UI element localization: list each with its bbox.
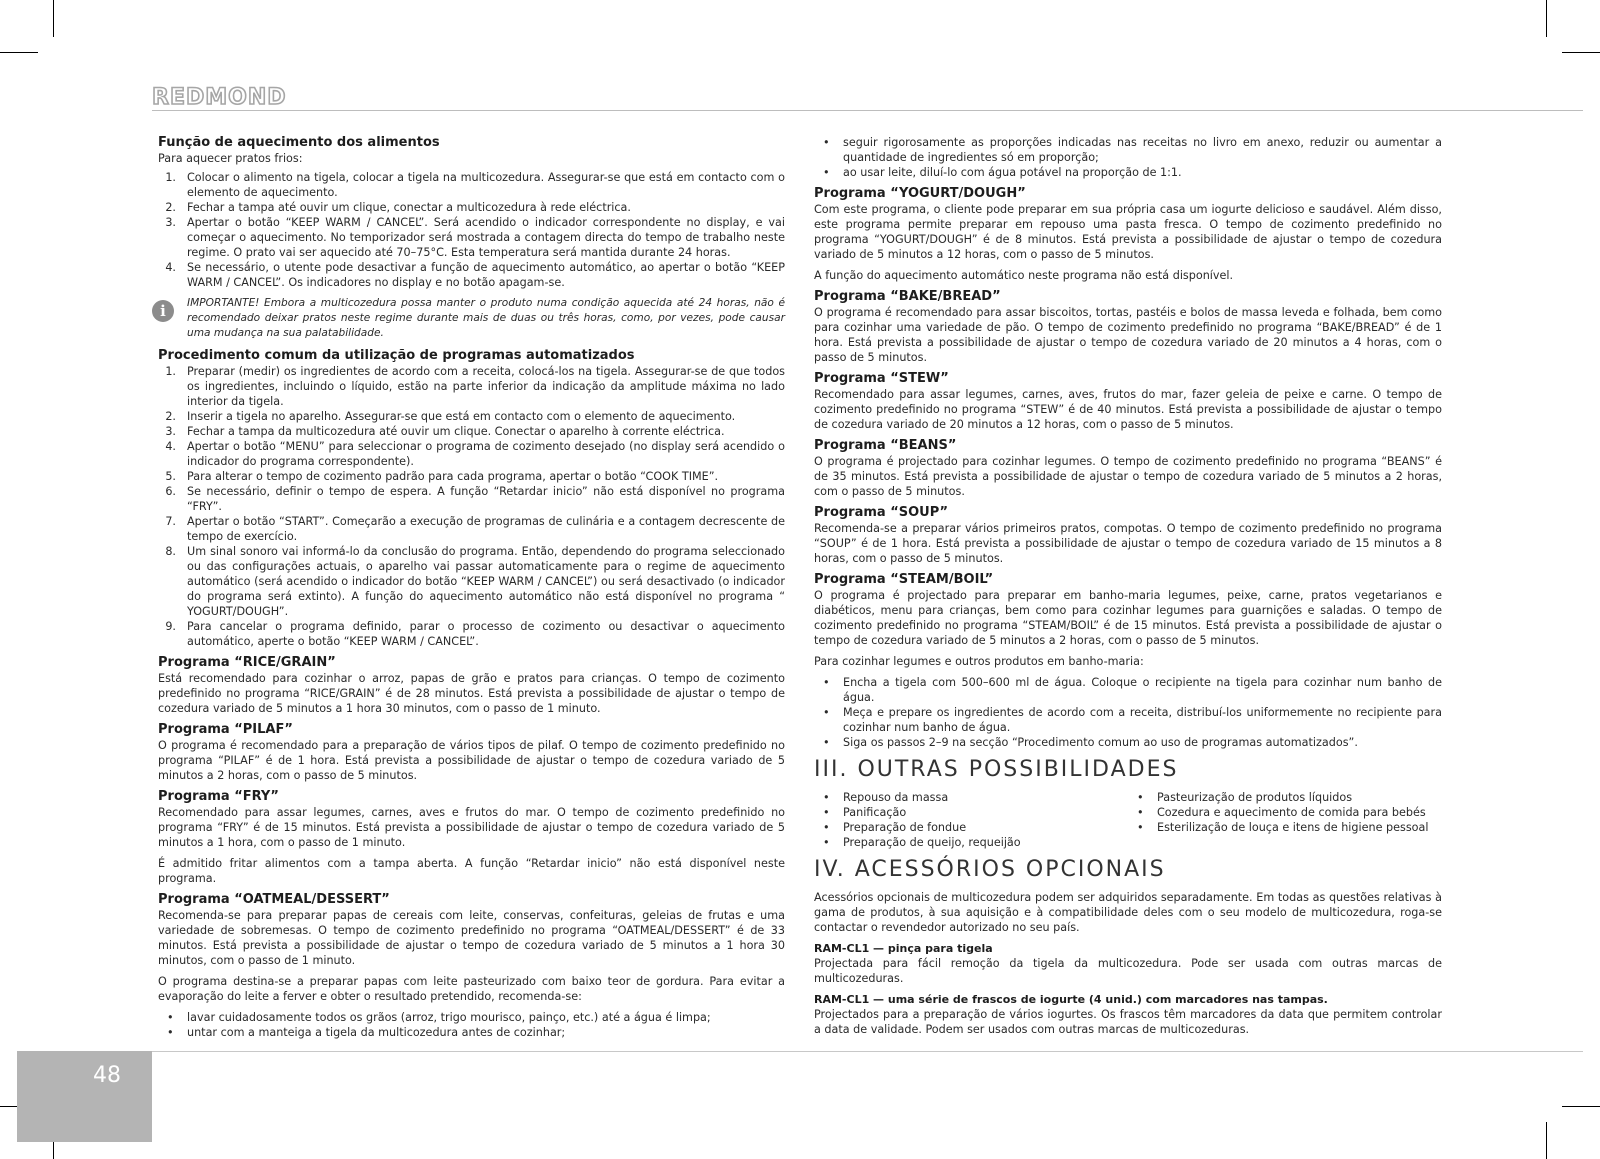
paragraph: O programa é projectado para cozinhar legumes. O tempo de cozimento predefinido no programa “BEANS” é de 35 minutos. Está prevista a possibilidade de ajustar o tempo de cozedura variado de 5 minutos a 2 horas, com o passo de 5 minutos. — [814, 455, 1442, 498]
crop-mark — [0, 52, 38, 53]
program-title: Programa “STEW” — [814, 371, 949, 386]
list-item: • ao usar leite, diluí-lo com água potável na proporção de 1:1. — [823, 166, 1182, 179]
accessory-title: RAM-CL1 — uma série de frascos de iogurte (4 unid.) com marcadores nas tampas. — [814, 993, 1328, 1006]
paragraph: Recomendado para assar legumes, carnes, aves, frutos do mar, fazer geleia de peixe e carne. O tempo de cozimento predefinido no programa “STEW” é de 40 minutos. Está prevista a possibilidade de ajustar o tempo de cozedura variado de 20 minutos a 12 horas, com o passo de 5 minutos. — [814, 388, 1442, 431]
note-text: IMPORTANTE! Embora a multicozedura possa manter o produto numa condição aquecida até 24 horas, não é recomendado deixar pratos neste regime durante mais de duas ou três horas, como, por vezes, pode causar uma mudança na sua palatabilidade. — [187, 297, 785, 339]
crop-mark — [1562, 1106, 1600, 1107]
list-item: 3. Fechar a tampa da multicozedura até ouvir um clique. Conectar o aparelho à corrente eléctrica. — [165, 425, 725, 438]
list-item: • untar com a manteiga a tigela da multicozedura antes de cozinhar; — [167, 1026, 566, 1039]
list-item: • Repouso da massa — [823, 791, 949, 804]
list-item: 2. Fechar a tampa até ouvir um clique, conectar a multicozedura à rede eléctrica. — [165, 201, 631, 214]
numbered-list — [158, 364, 785, 649]
page-number: 48 — [93, 1063, 121, 1088]
info-icon: i — [152, 300, 174, 322]
paragraph: Recomenda-se para preparar papas de cereais com leite, conservas, confeituras, geleias de frutas e uma variedade de sobremesas. O tempo de cozimento predefinido no programa “OATMEAL/DESSERT” é de 33 minutos. Está prevista a possibilidade de ajustar o tempo de cozedura variado de 5 minutos a 1 hora 30 minutos, com o passo de 1 minuto. — [158, 909, 785, 967]
list-item: 1. Colocar o alimento na tigela, colocar a tigela na multicozedura. Assegurar-se que está em contacto com o elemento de aquecimento. — [165, 171, 785, 199]
paragraph: Para aquecer pratos frios: — [158, 152, 303, 165]
redmond-logo — [152, 84, 302, 108]
list-item: • seguir rigorosamente as proporções indicadas nas receitas no livro em anexo, reduzir ou aumentar a quantidade de ingredientes só em proporção; — [823, 136, 1442, 164]
section-title: Função de aquecimento dos alimentos — [158, 135, 440, 150]
crop-mark — [1546, 0, 1547, 37]
program-title: Programa “BEANS” — [814, 438, 957, 453]
list-item: 9. Para cancelar o programa definido, parar o processo de cozimento ou desactivar o aquecimento automático, aperte o botão “KEEP WARM / CANCEL”. — [165, 620, 785, 648]
program-title: Programa “OATMEAL/DESSERT” — [158, 892, 390, 907]
program-title: Programa “STEAM/BOIL” — [814, 572, 994, 587]
bullet-list — [158, 1010, 785, 1040]
list-item: • Esterilização de louça e itens de higiene pessoal — [1137, 821, 1429, 834]
possibilities-list — [814, 790, 1442, 850]
list-item: 4. Apertar o botão “MENU” para seleccionar o programa de cozimento desejado (no display será acendido o indicador do programa correspondente). — [165, 440, 785, 468]
paragraph: Acessórios opcionais de multicozedura podem ser adquiridos separadamente. Em todas as questões relativas à gama de produtos, à sua aquisição e à compatibilidade deles com o seu modelo de multicozedura, roga-se contactar o revendedor autorizado no seu país. — [814, 891, 1442, 934]
list-item: 3. Apertar o botão “KEEP WARM / CANCEL”. Será acendido o indicador correspondente no display, e vai começar o aquecimento. No temporizador será mostrada a contagem directa do tempo de trabalho neste regime. O prato vai ser aquecido até 70–75°C. Esta temperatura será mantida durante 24 horas. — [165, 216, 785, 259]
right-column — [814, 135, 1442, 1043]
list-item: 4. Se necessário, o utente pode desactivar a função de aquecimento automático, ao apertar o botão “KEEP WARM / CANCEL”. Os indicadores no display e no botão apagam-se. — [165, 261, 785, 289]
list-item: 6. Se necessário, definir o tempo de espera. A função “Retardar inicio” não está disponível no programa “FRY”. — [165, 485, 785, 513]
program-title: Programa “FRY” — [158, 789, 279, 804]
header-rule — [152, 110, 1583, 111]
program-title: Programa “YOGURT/DOUGH” — [814, 186, 1026, 201]
list-item: • lavar cuidadosamente todos os grãos (arroz, trigo mourisco, painço, etc.) até a água é limpa; — [167, 1011, 711, 1024]
list-item: • Panificação — [823, 806, 907, 819]
paragraph: Está recomendado para cozinhar o arroz, papas de grão e pratos para crianças. O tempo de cozimento predefinido no programa “RICE/GRAIN” é de 28 minutos. Está prevista a possibilidade de ajustar o tempo de cozedura variado de 5 minutos a 1 hora 30 minutos, com o passo de 1 minuto. — [158, 672, 785, 715]
list-item: 1. Preparar (medir) os ingredientes de acordo com a receita, colocá-los na tigela. Assegurar-se de que todos os ingredientes, incluindo o líquido, estão na parte inferior da indicação da amplitude máxima no lado interior da tigela. — [165, 365, 785, 408]
paragraph: O programa destina-se a preparar papas com leite pasteurizado com baixo teor de gordura. Para evitar a evaporação do leite a ferver e obter o resultado pretendido, recomenda-se: — [158, 975, 785, 1003]
program-title: Programa “RICE/GRAIN” — [158, 655, 336, 670]
paragraph: A função do aquecimento automático neste programa não está disponível. — [814, 269, 1234, 282]
chapter-heading: IV. ACESSÓRIOS OPCIONAIS — [814, 857, 1166, 882]
list-item: • Cozedura e aquecimento de comida para bebés — [1137, 806, 1426, 819]
list-item: • Siga os passos 2–9 na secção “Procedimento comum ao uso de programas automatizados”. — [823, 736, 1358, 749]
list-item: 7. Apertar o botão “START”. Começarão a execução de programas de culinária e a contagem decrescente de tempo de exercício. — [165, 515, 785, 543]
paragraph: Projectada para fácil remoção da tigela da multicozedura. Pode ser usada com outras marcas de multicozeduras. — [814, 957, 1442, 985]
left-column — [158, 135, 785, 1046]
footer-rule — [152, 1051, 1583, 1052]
bullet-list — [814, 135, 1442, 180]
list-item: • Encha a tigela com 500–600 ml de água. Coloque o recipiente na tigela para cozinhar num banho de água. — [823, 676, 1442, 704]
paragraph: Recomendado para assar legumes, carnes, aves e frutos do mar. O tempo de cozimento predefinido no programa “FRY” é de 15 minutos. Está prevista a possibilidade de ajustar o tempo de cozedura variado de 5 minutos a 1 hora, com o passo de 1 minuto. — [158, 806, 785, 849]
paragraph: Para cozinhar legumes e outros produtos em banho-maria: — [814, 655, 1144, 668]
bullet-list — [814, 790, 1128, 850]
svg-text:REDMOND: REDMOND — [152, 85, 287, 108]
paragraph: O programa é projectado para preparar em banho-maria legumes, peixe, carne, pratos vegetarianos e diabéticos, menu para crianças, bem como para cozinhar legumes para guarnições e saladas. O tempo de cozimento predefinido no programa “STEAM/BOIL” é de 15 minutos. Está prevista a possibilidade de ajustar o tempo de cozedura variado de 5 minutos a 2 horas, com o passo de 5 minutos. — [814, 589, 1442, 647]
section-title: Procedimento comum da utilização de programas automatizados — [158, 348, 635, 363]
paragraph: Com este programa, o cliente pode preparar em sua própria casa um iogurte delicioso e saudável. Além disso, este programa permite preparar em repouso uma pasta fresca. O tempo de cozimento predefinido no programa “YOGURT/DOUGH” é de 8 minutos. Está prevista a possibilidade de ajustar o tempo de cozedura variado de 5 minutos a 12 horas, com o passo de 5 minutos. — [814, 203, 1442, 261]
paragraph: Recomenda-se a preparar vários primeiros pratos, compotas. O tempo de cozimento predefinido no programa “SOUP” é de 1 hora. Está prevista a possibilidade de ajustar o tempo de cozedura variado de 15 minutos a 8 horas, com o passo de 5 minutos. — [814, 522, 1442, 565]
list-item: 5. Para alterar o tempo de cozimento padrão para cada programa, apertar o botão “COOK TIME”. — [165, 470, 719, 483]
crop-mark — [1546, 1122, 1547, 1159]
paragraph: O programa é recomendado para a preparação de vários tipos de pilaf. O tempo de cozimento predefinido no programa “PILAF” é de 1 hora. Está prevista a possibilidade de ajustar o tempo de cozedura variado de 5 minutos a 2 horas, com o passo de 5 minutos. — [158, 739, 785, 782]
program-title: Programa “PILAF” — [158, 722, 293, 737]
list-item: 2. Inserir a tigela no aparelho. Assegurar-se que está em contacto com o elemento de aquecimento. — [165, 410, 736, 423]
accessory-title: RAM-CL1 — pinça para tigela — [814, 942, 993, 955]
paragraph: É admitido fritar alimentos com a tampa aberta. A função “Retardar inicio” não está disponível neste programa. — [158, 857, 785, 885]
important-note — [158, 296, 785, 341]
crop-mark — [53, 0, 54, 37]
numbered-list — [158, 170, 785, 290]
bullet-list — [1128, 790, 1442, 850]
paragraph: Projectados para a preparação de vários iogurtes. Os frascos têm marcadores da data que permitem controlar a data de validade. Podem ser usados com outras marcas de multicozeduras. — [814, 1008, 1442, 1036]
program-title: Programa “BAKE/BREAD” — [814, 289, 1001, 304]
chapter-heading: III. OUTRAS POSSIBILIDADES — [814, 757, 1179, 782]
list-item: • Meça e prepare os ingredientes de acordo com a receita, distribuí-los uniformemente no recipiente para cozinhar num banho de água. — [823, 706, 1442, 734]
list-item: 8. Um sinal sonoro vai informá-lo da conclusão do programa. Então, dependendo do programa seleccionado ou das configurações actuais, o aparelho vai passar automaticamente para o regime de aquecimento automático (será acendido o indicador do botão “KEEP WARM / CANCEL”) ou será desactivado (o indicador do programa será extinto). A função do aquecimento automático não está disponível no programa “ YOGURT/DOUGH”. — [165, 545, 785, 618]
list-item: • Pasteurização de produtos líquidos — [1137, 791, 1353, 804]
list-item: • Preparação de fondue — [823, 821, 967, 834]
paragraph: O programa é recomendado para assar biscoitos, tortas, pastéis e bolos de massa leveda e folhada, bem como para cozinhar uma variedade de pão. O tempo de cozimento predefinido no programa “BAKE/BREAD” é de 1 hora. Está prevista a possibilidade de ajustar o tempo de cozedura variado de 20 minutos a 4 horas, com o passo de 5 minutos. — [814, 306, 1442, 364]
bullet-list — [814, 675, 1442, 750]
program-title: Programa “SOUP” — [814, 505, 949, 520]
crop-mark — [1562, 52, 1600, 53]
list-item: • Preparação de queijo, requeijão — [823, 836, 1021, 849]
